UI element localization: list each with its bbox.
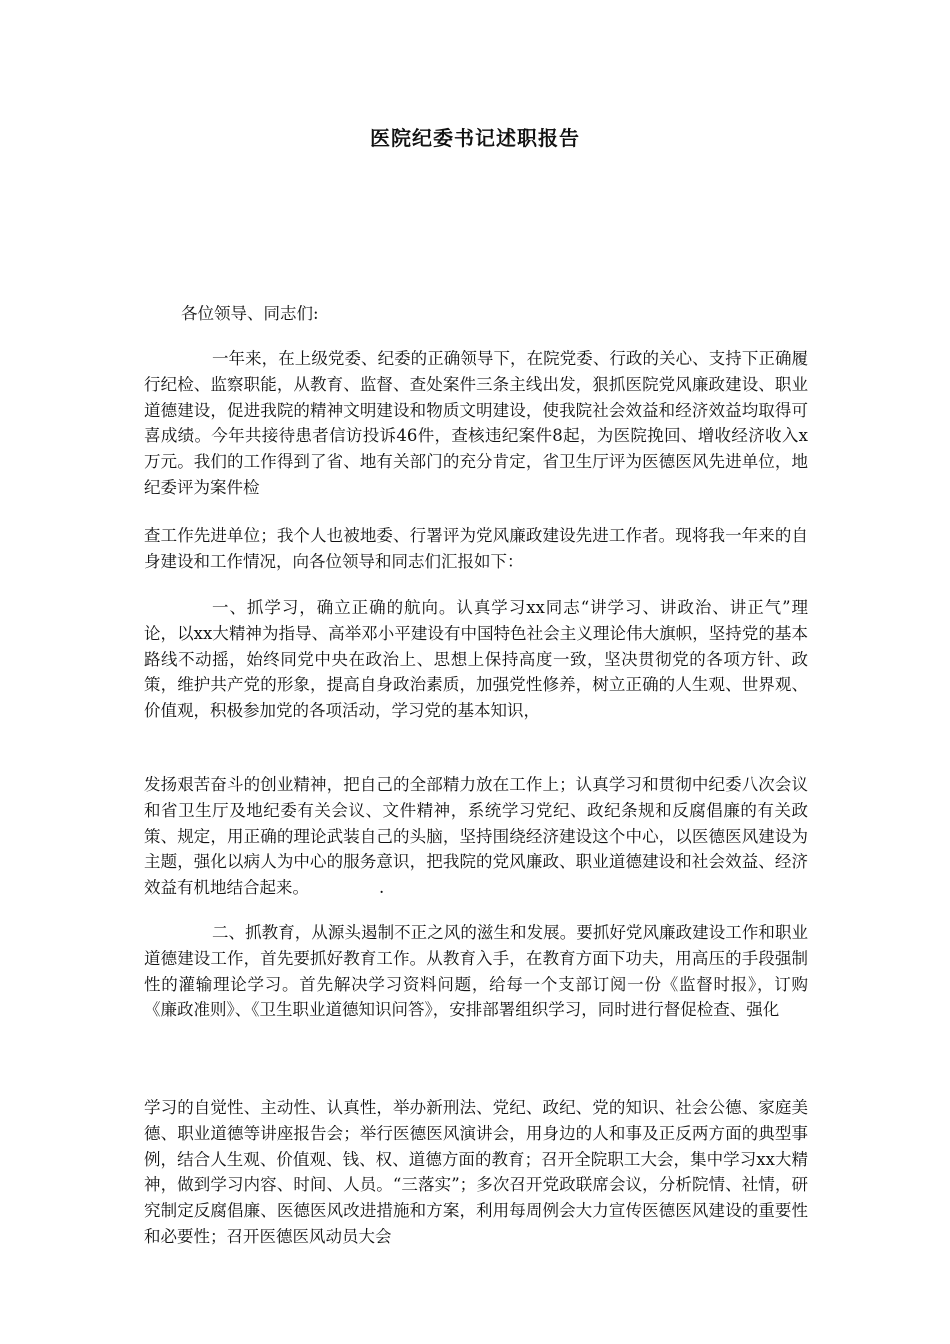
paragraph-intro-continued: 查工作先进单位；我个人也被地委、行署评为党风廉政建设先进工作者。现将我一年来的自身建设和工作情况，向各位领导和同志们汇报如下： [144, 526, 808, 571]
page-title: 医院纪委书记述职报告 [370, 126, 580, 150]
paragraph-section-one: 一、抓学习，确立正确的航向。认真学习xx同志“讲学习、讲政治、讲正气”理论，以xx大精神为指导、高举邓小平建设有中国特色社会主义理论伟大旗帜，坚持党的基本路线不动摇，始终同党中央在政治上、思想上保持高度一致，坚决贯彻党的各项方针、政策，维护共产党的形象，提高自身政治素质，加强党性修养，树立正确的人生观、世界观、价值观，积极参加党的各项活动，学习党的基本知识， [144, 598, 808, 721]
paragraph-section-two-continued: 学习的自觉性、主动性、认真性，举办新刑法、党纪、政纪、党的知识、社会公德、家庭美德、职业道德等讲座报告会；举行医德医风演讲会，用身边的人和事及正反两方面的典型事例，结合人生观、价值观、钱、权、道德方面的教育；召开全院职工大会，集中学习xx大精神，做到学习内容、时间、人员。“三落实”；多次召开党政联席会议，分析院情、社情，研究制定反腐倡廉、医德医风改进措施和方案，利用每周例会大力宣传医德医风建设的重要性和必要性；召开医德医风动员大会 [144, 1098, 808, 1246]
paragraph-section-one-continued [144, 772, 808, 901]
paragraph-section-two: 二、抓教育，从源头遏制不正之风的滋生和发展。要抓好党风廉政建设工作和职业道德建设工作，首先要抓好教育工作。从教育入手，在教育方面下功夫，用高压的手段强制性的灌输理论学习。首先解决学习资料问题，给每一个支部订阅一份《监督时报》，订购《廉政准则》、《卫生职业道德知识问答》，安排部署组织学习，同时进行督促检查、强化 [144, 923, 808, 1020]
paragraph-text: 发扬艰苦奋斗的创业精神，把自己的全部精力放在工作上；认真学习和贯彻中纪委八次会议和省卫生厅及地纪委有关会议、文件精神，系统学习党纪、政纪条规和反腐倡廉的有关政策、规定，用正确的理论武装自己的头脑，坚持围绕经济建设这个中心，以医德医风建设为主题，强化以病人为中心的服务意识，把我院的党风廉政、职业道德建设和社会效益、经济效益有机地结合起来。 [144, 775, 808, 898]
paragraph-intro: 一年来，在上级党委、纪委的正确领导下，在院党委、行政的关心、支持下正确履行纪检、监察职能，从教育、监督、查处案件三条主线出发，狠抓医院党风廉政建设、职业道德建设，促进我院的精神文明建设和物质文明建设，使我院社会效益和经济效益均取得可喜成绩。今年共接待患者信访投诉46件，查核违纪案件8起，为医院挽回、增收经济收入x万元。我们的工作得到了省、地有关部门的充分肯定，省卫生厅评为医德医风先进单位，地纪委评为案件检 [144, 349, 808, 497]
salutation: 各位领导、同志们: [181, 304, 319, 323]
trailing-mark: . [379, 878, 385, 898]
